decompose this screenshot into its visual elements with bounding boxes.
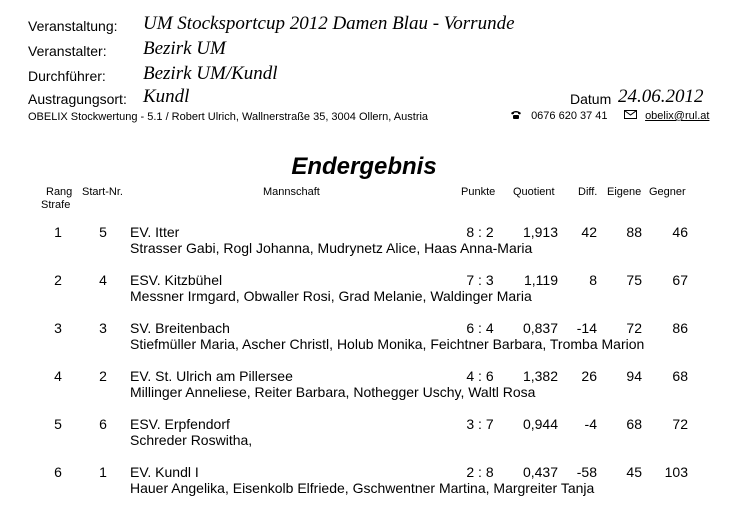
diff-cell: 8 xyxy=(589,272,597,288)
rang-cell: 4 xyxy=(54,368,62,384)
punkte-cell: 4 : 6 xyxy=(466,368,494,384)
eigene-cell: 45 xyxy=(626,464,642,480)
page-title: Endergebnis xyxy=(291,153,437,180)
team-players: Stiefmüller Maria, Ascher Christl, Holub Monika, Feichtner Barbara, Tromba Marion xyxy=(130,336,645,352)
start-cell: 4 xyxy=(99,272,107,288)
ort-label: Austragungsort: xyxy=(28,91,127,107)
eigene-cell: 72 xyxy=(626,320,642,336)
col-quotient: Quotient xyxy=(513,186,555,198)
email-contact[interactable] xyxy=(624,110,709,122)
gegner-cell: 67 xyxy=(672,272,688,288)
software-info: OBELIX Stockwertung - 5.1 / Robert Ulrich, Wallnerstraße 35, 3004 Ollern, Austria xyxy=(28,111,429,123)
quotient-cell: 1,913 xyxy=(522,224,558,240)
col-rang: Rang xyxy=(46,186,73,198)
datum-label: Datum xyxy=(570,91,612,107)
veranstalter-label: Veranstalter: xyxy=(28,43,107,59)
rang-cell: 6 xyxy=(54,464,62,480)
rang-cell: 2 xyxy=(54,272,62,288)
col-strafe: Strafe xyxy=(41,199,71,211)
quotient-cell: 0,837 xyxy=(522,320,558,336)
veranstalter-value: Bezirk UM xyxy=(143,38,226,59)
punkte-cell: 2 : 8 xyxy=(466,464,494,480)
punkte-cell: 6 : 4 xyxy=(466,320,494,336)
col-punkte: Punkte xyxy=(461,186,496,198)
col-gegner: Gegner xyxy=(649,186,686,198)
eigene-cell: 68 xyxy=(626,416,642,432)
team-name: ESV. Erpfendorf xyxy=(130,416,230,432)
veranstaltung-label: Veranstaltung: xyxy=(28,18,118,34)
gegner-cell: 86 xyxy=(672,320,688,336)
quotient-cell: 1,382 xyxy=(522,368,558,384)
rang-cell: 3 xyxy=(54,320,62,336)
diff-cell: -58 xyxy=(576,464,597,480)
diff-cell: 26 xyxy=(581,368,597,384)
quotient-cell: 1,119 xyxy=(524,272,558,288)
phone-icon xyxy=(510,110,522,123)
datum-value: 24.06.2012 xyxy=(618,86,704,107)
team-players: Millinger Anneliese, Reiter Barbara, Nothegger Uschy, Waltl Rosa xyxy=(130,384,536,400)
envelope-icon xyxy=(624,110,637,122)
team-players: Strasser Gabi, Rogl Johanna, Mudrynetz Alice, Haas Anna-Maria xyxy=(130,240,533,256)
start-cell: 5 xyxy=(99,224,107,240)
start-cell: 6 xyxy=(99,416,107,432)
team-players: Messner Irmgard, Obwaller Rosi, Grad Melanie, Waldinger Maria xyxy=(130,288,532,304)
gegner-cell: 46 xyxy=(672,224,688,240)
punkte-cell: 8 : 2 xyxy=(466,224,494,240)
eigene-cell: 75 xyxy=(626,272,642,288)
table-row xyxy=(0,272,750,320)
gegner-cell: 68 xyxy=(672,368,688,384)
durchfuehrer-value: Bezirk UM/Kundl xyxy=(143,63,278,84)
table-row xyxy=(0,416,750,464)
team-name: ESV. Kitzbühel xyxy=(130,272,223,288)
diff-cell: -4 xyxy=(584,416,597,432)
table-row xyxy=(0,368,750,416)
phone-contact xyxy=(510,110,608,123)
durchfuehrer-label: Durchführer: xyxy=(28,68,106,84)
col-diff: Diff. xyxy=(578,186,598,198)
quotient-cell: 0,944 xyxy=(522,416,558,432)
col-mannschaft: Mannschaft xyxy=(263,186,320,198)
col-start: Start-Nr. xyxy=(82,186,123,198)
rang-cell: 5 xyxy=(54,416,62,432)
ort-value: Kundl xyxy=(143,86,190,107)
punkte-cell: 7 : 3 xyxy=(466,272,494,288)
team-name: EV. Itter xyxy=(130,224,180,240)
phone-number: 0676 620 37 41 xyxy=(531,110,608,123)
col-eigene: Eigene xyxy=(607,186,642,198)
gegner-cell: 72 xyxy=(672,416,688,432)
team-name: EV. St. Ulrich am Pillersee xyxy=(130,368,293,384)
rang-cell: 1 xyxy=(54,224,62,240)
team-name: EV. Kundl I xyxy=(130,464,199,480)
team-players: Hauer Angelika, Eisenkolb Elfriede, Gschwentner Martina, Margreiter Tanja xyxy=(130,480,595,496)
start-cell: 1 xyxy=(99,464,107,480)
start-cell: 3 xyxy=(99,320,107,336)
eigene-cell: 94 xyxy=(626,368,642,384)
team-name: SV. Breitenbach xyxy=(130,320,230,336)
table-row xyxy=(0,320,750,368)
email-link[interactable]: obelix@rul.at xyxy=(645,110,710,122)
diff-cell: -14 xyxy=(576,320,597,336)
punkte-cell: 3 : 7 xyxy=(466,416,494,432)
table-row xyxy=(0,224,750,272)
quotient-cell: 0,437 xyxy=(522,464,558,480)
eigene-cell: 88 xyxy=(626,224,642,240)
veranstaltung-value: UM Stocksportcup 2012 Damen Blau - Vorrunde xyxy=(143,13,515,34)
team-players: Schreder Roswitha, xyxy=(130,432,253,448)
gegner-cell: 103 xyxy=(664,464,688,480)
table-row xyxy=(0,464,750,512)
start-cell: 2 xyxy=(99,368,107,384)
diff-cell: 42 xyxy=(581,224,597,240)
